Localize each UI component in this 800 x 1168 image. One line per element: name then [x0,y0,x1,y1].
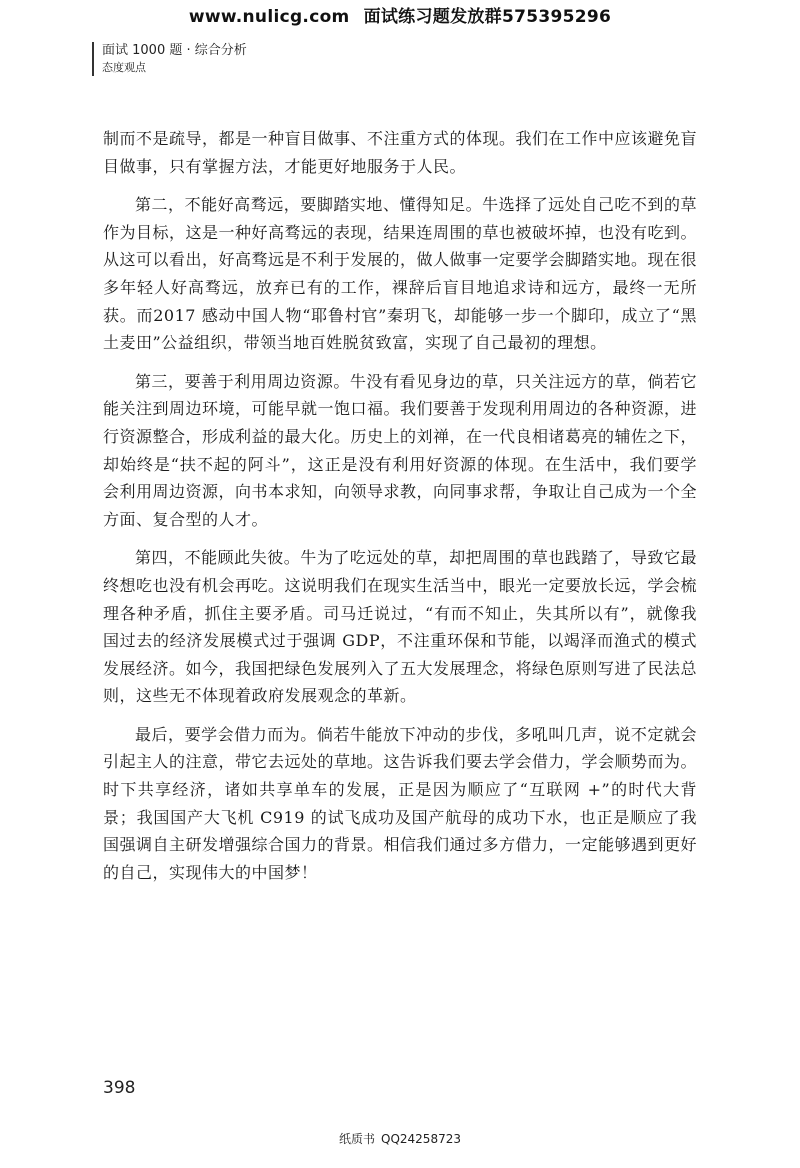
section-title: 态度观点 [102,61,146,74]
watermark-group: 面试练习题发放群575395296 [363,7,612,27]
bottom-watermark [0,1130,800,1147]
running-head [92,42,247,76]
paragraph-continued: 制而不是疏导，都是一种盲目做事、不注重方式的体现。我们在工作中应该避免盲目做事，只有掌握方法，才能更好地服务于人民。 [103,129,698,176]
top-watermark [0,2,800,27]
page-number: 398 [103,1078,136,1098]
watermark-label: 纸质书 [339,1132,376,1146]
paragraph-point-4: 第四，不能顾此失彼。牛为了吃远处的草，却把周围的草也践踏了，导致它最终想吃也没有机会再吃。这说明我们在现实生活当中，眼光一定要放长远，学会梳理各种矛盾，抓住主要矛盾。司马迁说过，“有而不知止，失其所以有”，就像我国过去的经济发展模式过于强调 GDP，不注重环保和节能，以竭泽而渔式的模式发展经济。如今，我国把绿色发展列入了五大发展理念，将绿色原则写进了民法总则，这些无不体现着政府发展观念的革新。 [103,548,698,706]
paragraph-conclusion: 最后，要学会借力而为。倘若牛能放下冲动的步伐，多吼叫几声，说不定就会引起主人的注意，带它去远处的草地。这告诉我们要去学会借力，学会顺势而为。时下共享经济，诸如共享单车的发展，正是因为顺应了“互联网 +”的时代大背景；我国国产大飞机 C919 的试飞成功及国产航母的成功下水，也正是顺应了我国强调自主研发增强综合国力的背景。相信我们通过多方借力，一定能够遇到更好的自己，实现伟大的中国梦！ [103,724,698,882]
watermark-site: www.nulicg.com [188,7,350,27]
paragraph-point-3: 第三，要善于利用周边资源。牛没有看见身边的草，只关注远方的草，倘若它能关注到周边环境，可能早就一饱口福。我们要善于发现利用周边的各种资源，进行资源整合，形成利益的最大化。历史上的刘禅，在一代良相诸葛亮的辅佐之下，却始终是“扶不起的阿斗”，这正是没有利用好资源的体现。在生活中，我们要学会利用周边资源，向书本求知，向领导求教，向同事求帮，争取让自己成为一个全方面、复合型的人才。 [103,371,698,529]
book-title: 面试 1000 题 · 综合分析 [102,43,247,58]
watermark-qq: QQ24258723 [381,1132,461,1146]
paragraph-point-2: 第二，不能好高骛远，要脚踏实地、懂得知足。牛选择了远处自己吃不到的草作为目标，这是一种好高骛远的表现，结果连周围的草也被破坏掉，也没有吃到。从这可以看出，好高骛远是不利于发展的，做人做事一定要学会脚踏实地。现在很多年轻人好高骛远，放弃已有的工作，裸辞后盲目地追求诗和远方，最终一无所获。而2017 感动中国人物“耶鲁村官”秦玥飞，却能够一步一个脚印，成立了“黑土麦田”公益组织，带领当地百姓脱贫致富，实现了自己最初的理想。 [103,195,698,353]
body-text [103,125,697,897]
